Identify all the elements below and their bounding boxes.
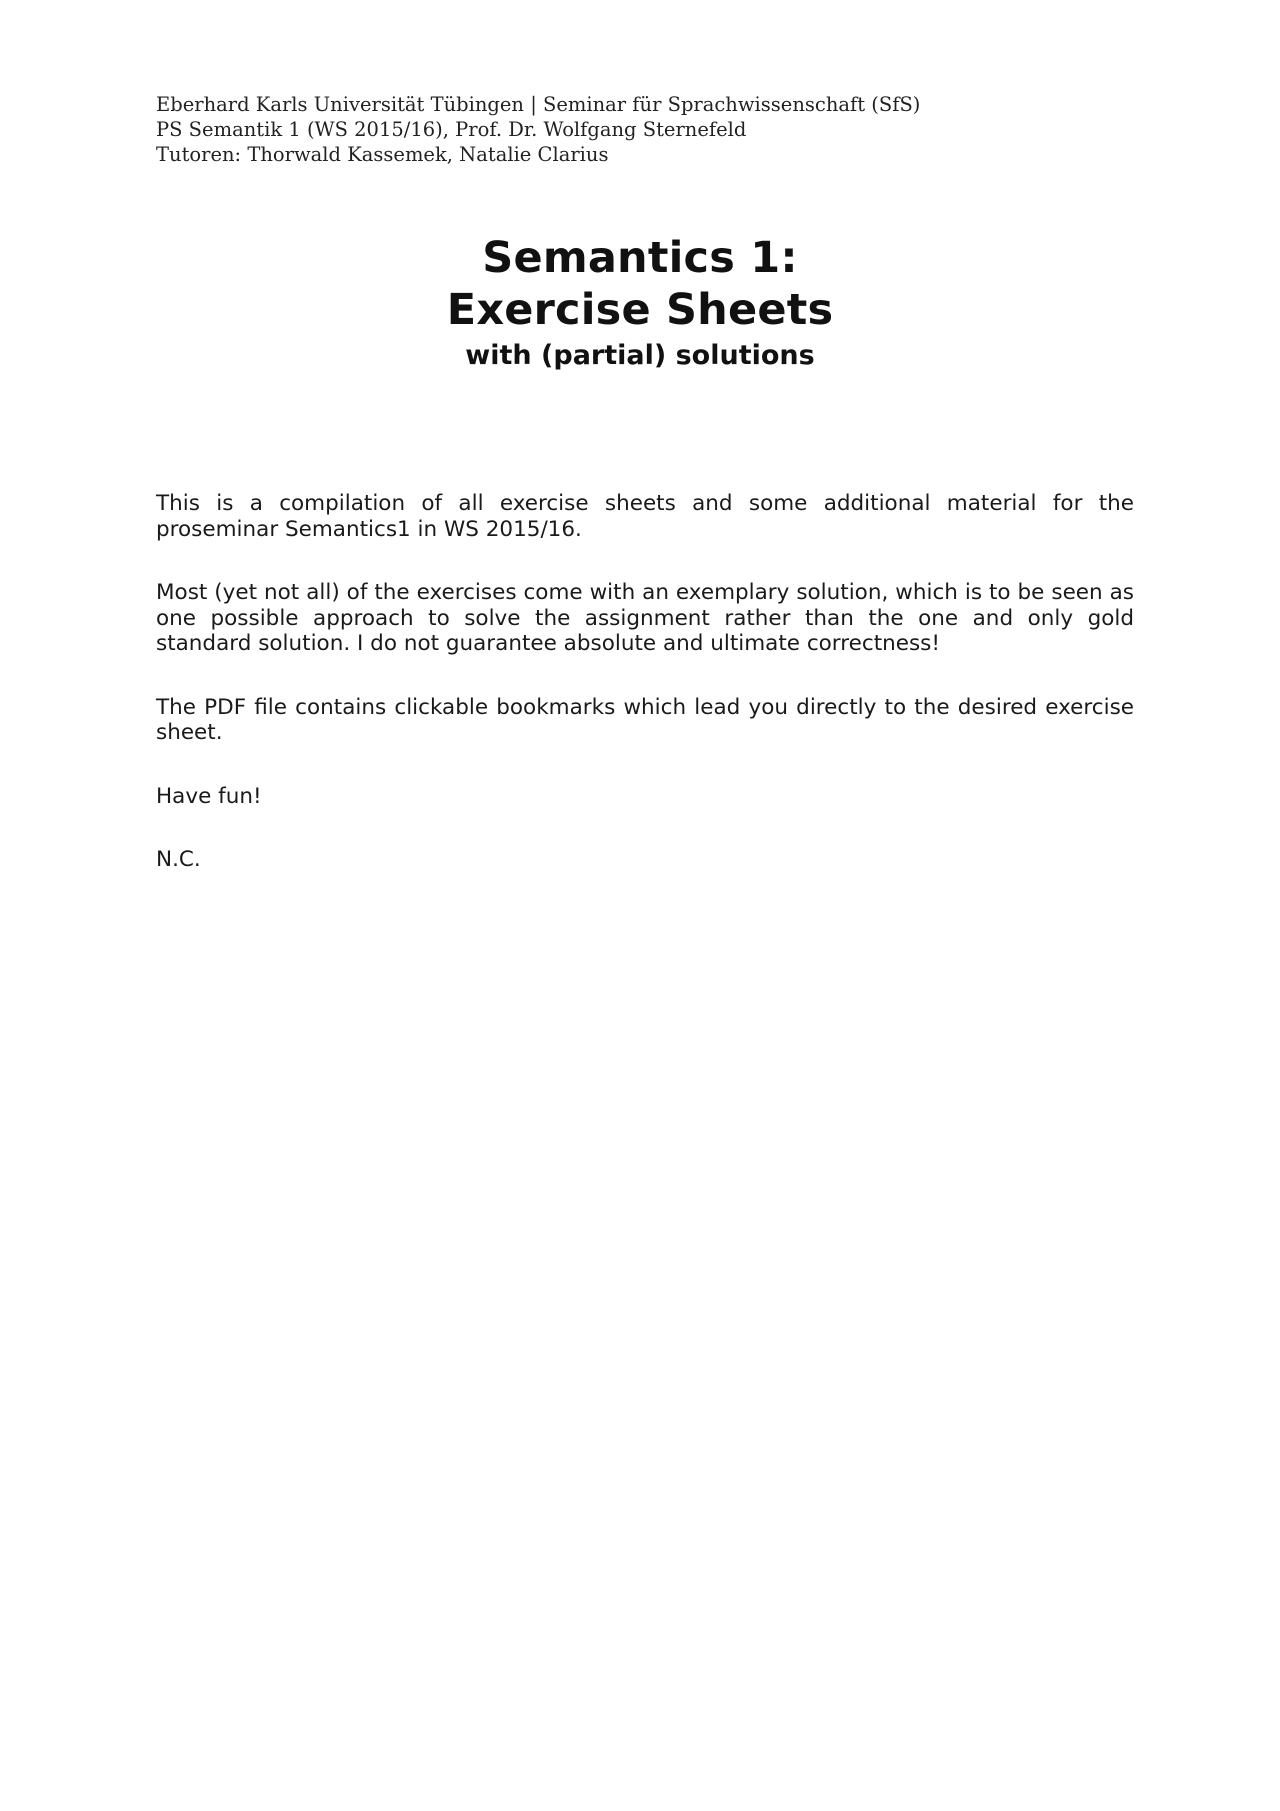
title-block (0, 232, 1280, 374)
bookmarks-paragraph: The PDF file contains clickable bookmarks which lead you directly to the desired exercise sheet. (156, 694, 1134, 745)
course-header (156, 92, 920, 167)
header-tutors-line: Tutoren: Thorwald Kassemek, Natalie Clarius (156, 143, 609, 166)
body-text (156, 491, 1134, 911)
header-course-line: PS Semantik 1 (WS 2015/16), Prof. Dr. Wolfgang Sternefeld (156, 118, 747, 141)
header-university-line: Eberhard Karls Universität Tübingen | Seminar für Sprachwissenschaft (SfS) (156, 93, 921, 116)
signature: N.C. (156, 847, 201, 872)
intro-paragraph: This is a compilation of all exercise sheets and some additional material for the proseminar Semantics1 in WS 2015/16. (156, 491, 1134, 542)
closing-paragraph: Have fun! (156, 783, 262, 809)
subtitle: with (partial) solutions (465, 340, 815, 371)
title-line-2: Exercise Sheets (446, 285, 834, 335)
solutions-paragraph: Most (yet not all) of the exercises come with an exemplary solution, which is to be seen as one possible approach to solve the assignment rather than the one and only gold standard solution. I do not guarantee absolute and ultimate correctness! (156, 580, 1134, 656)
title-line-1: Semantics 1: (482, 233, 798, 283)
